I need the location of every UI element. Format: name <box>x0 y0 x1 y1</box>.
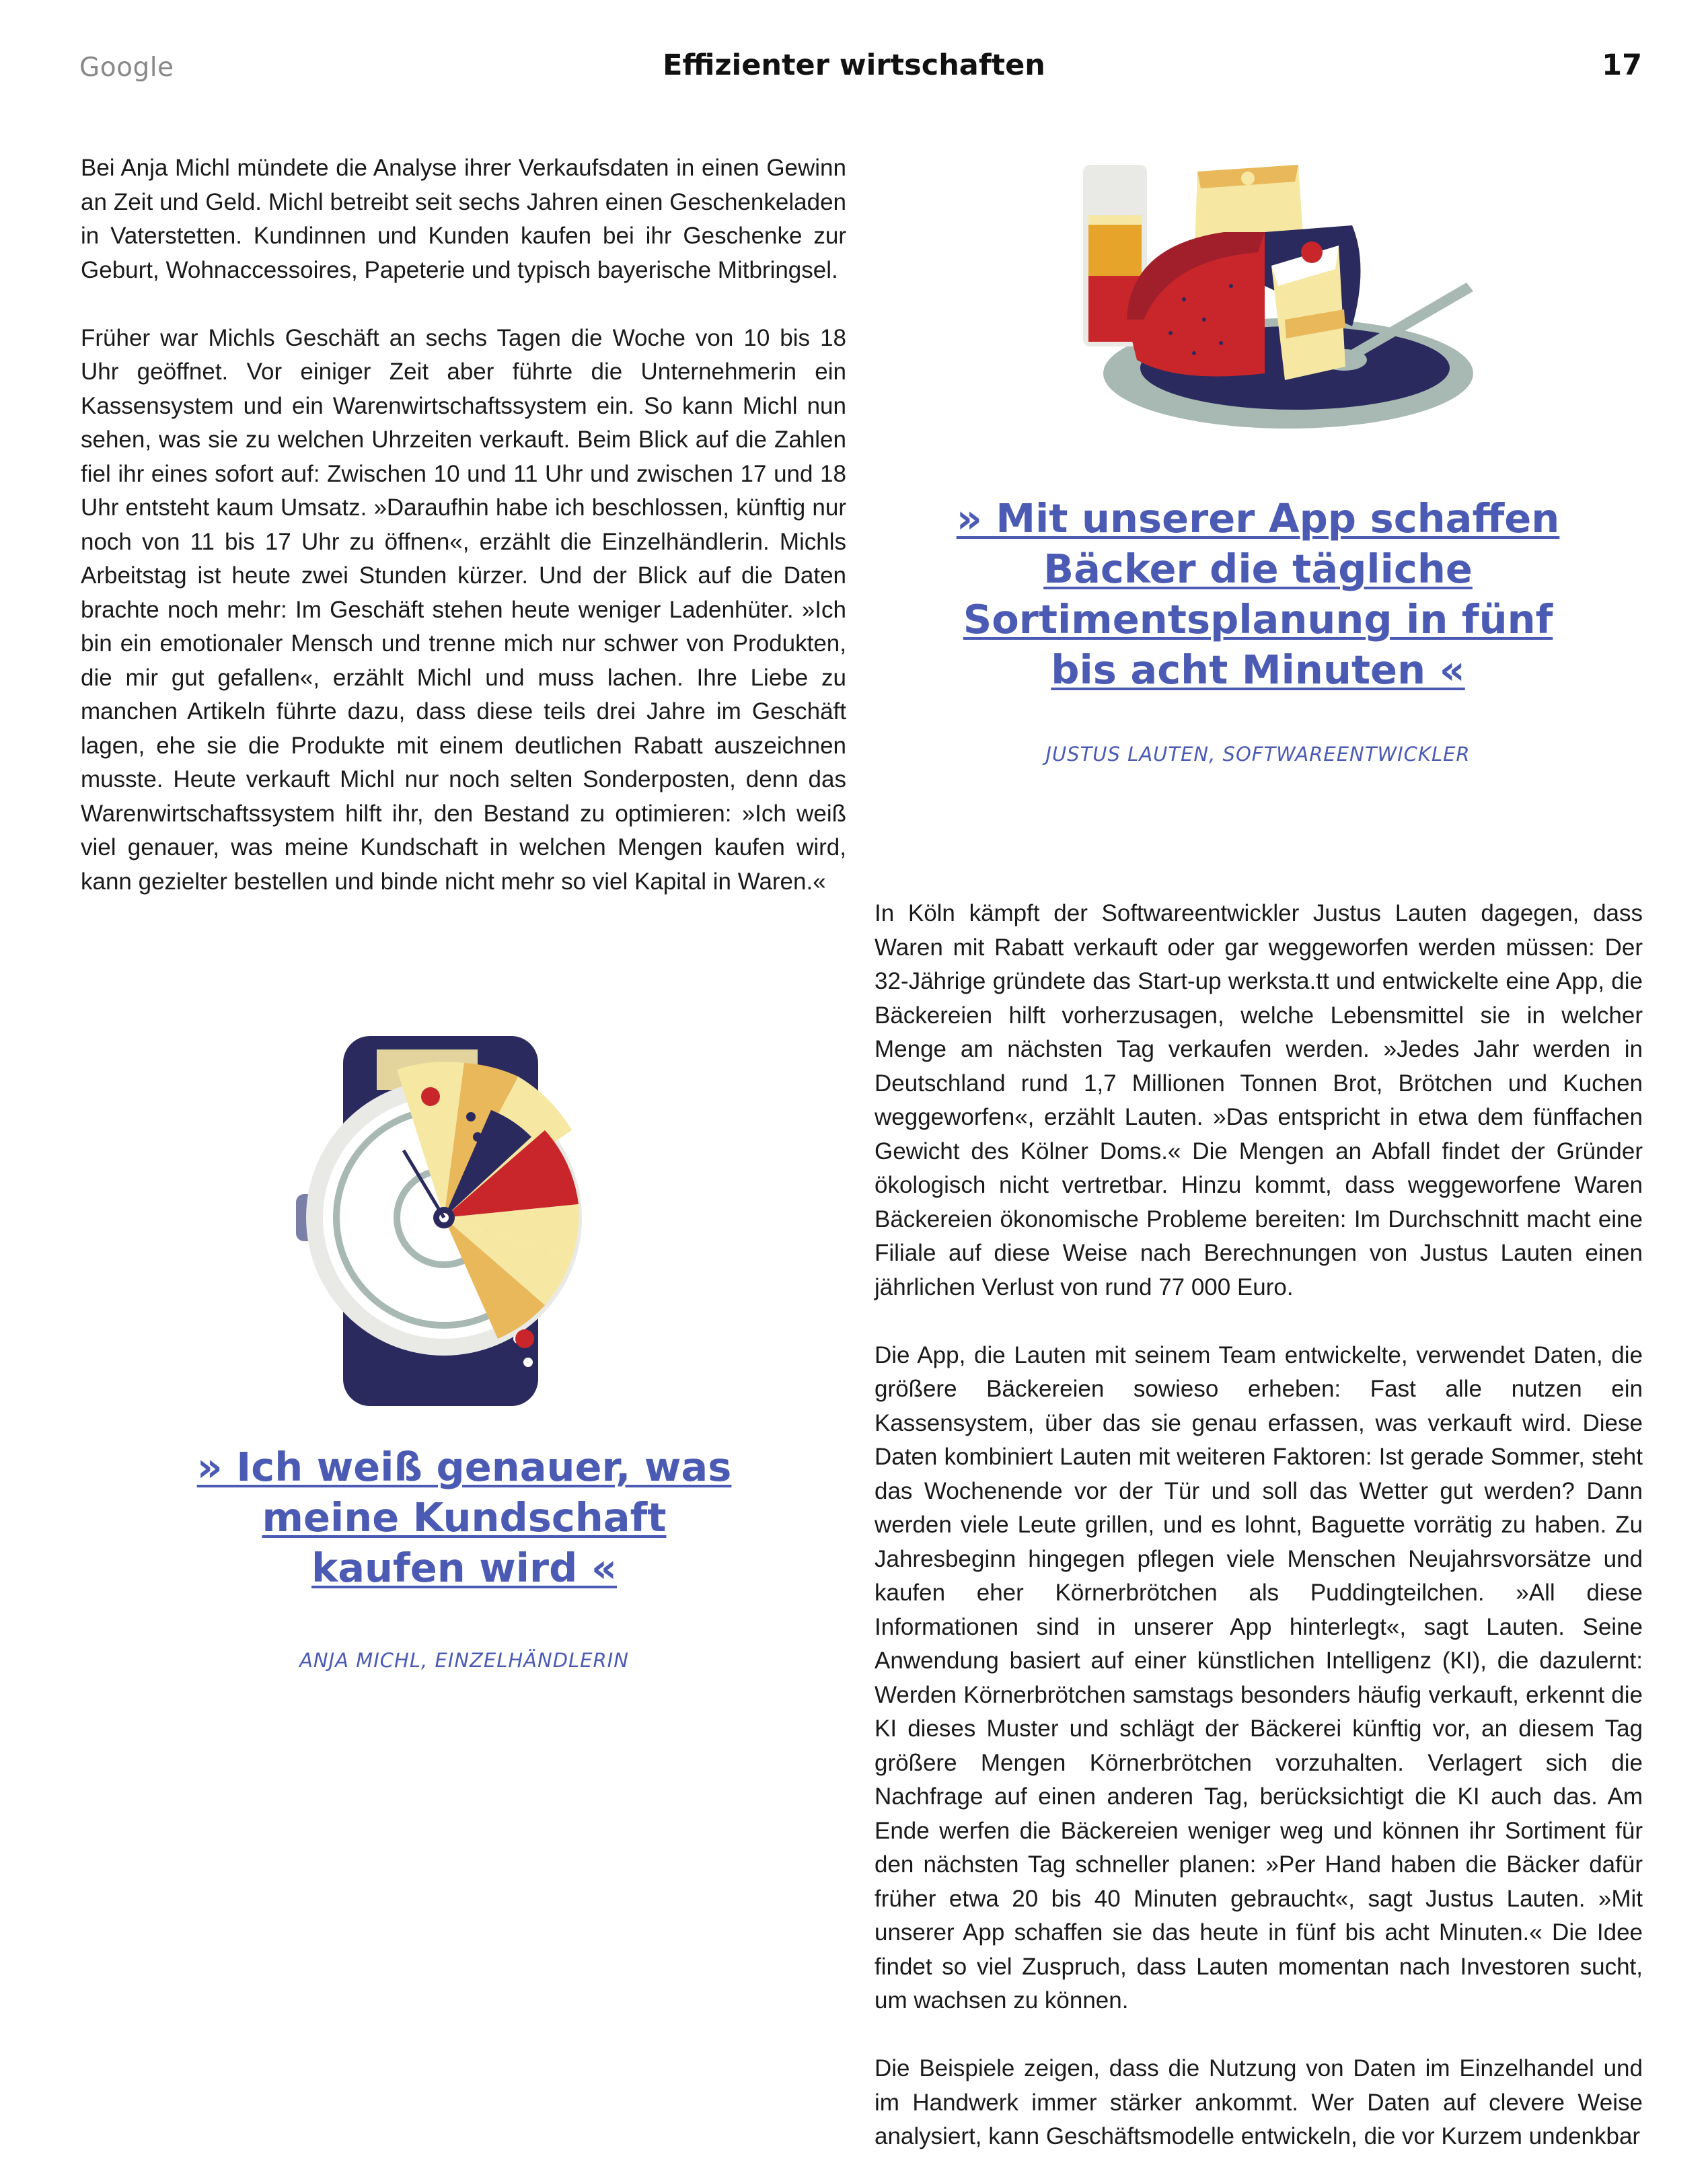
paragraph: Die App, die Lauten mit seinem Team entwickelte, verwendet Daten, die größere Bäckereien sowieso erheben: Fast alle nutzen ein Kassensystem, über das sie genau erfassen, was verkauft wird. Diese Daten kombiniert Lauten mit weiteren Faktoren: Ist gerade Sommer, steht das Wochenende vor der Tür und soll das Wetter gut werden? Dann werden viele Leute grillen, und es lohnt, Baguette vorrätig zu haben. Zu Jahresbeginn hingegen pflegen viele Menschen Neujahrsvorsätze und kaufen eher Körnerbrötchen als Puddingteilchen. »All diese Informationen sind in unserer App hinterlegt«, sagt Lauten. Seine Anwendung basiert auf einer künstlichen Intelligenz (KI), die dazulernt: Werden Körnerbrötchen samstags besonders häufig verkauft, erkennt die KI dieses Muster und schlägt der Bäckerei künftig vor, an diesem Tag größere Mengen Körnerbrötchen vorzuhalten. Verlagert sich die Nachfrage auf einen anderen Tag, berücksichtigt die KI auch das. Am Ende werfen die Bäckereien weniger weg und können ihr Sortiment für den nächsten Tag schneller planen: »Per Hand haben die Bäcker dafür früher etwa 20 bis 40 Minuten gebraucht«, sagt Justus Lauten. »Mit unserer App schaffen sie das heute in fünf bis acht Minuten.« Die Idee findet so viel Zuspruch, dass Lauten momentan nach Investoren sucht, um wachsen zu können. <box>875 1341 1643 2014</box>
pull-quote-left: » Ich weiß genauer, was meine Kundschaft kaufen wird « <box>196 1444 732 1591</box>
google-logo: Google <box>79 52 174 83</box>
pull-quote-right: » Mit unserer App schaffen Bäcker die tägliche Sortimentsplanung in fünf bis acht Minuten « <box>956 495 1560 693</box>
left-column-text <box>81 151 846 899</box>
paragraph: Bei Anja Michl mündete die Analyse ihrer Verkaufsdaten in einen Gewinn an Zeit und Geld. Michl betreibt seit sechs Jahren einen Geschenkeladen in Vaterstetten. Kundinnen und Kunden kaufen bei ihr Geschenke zur Geburt, Wohnaccessoires, Papeterie und typisch bayerische Mitbringsel. <box>81 155 846 283</box>
bakery-cake-illustration <box>1063 151 1480 441</box>
quote-attribution-right: JUSTUS LAUTEN, SOFTWAREENTWICKLER <box>1045 743 1471 766</box>
quote-attribution-left: ANJA MICHL, EINZELHÄNDLERIN <box>299 1649 629 1672</box>
page-number: 17 <box>1602 48 1642 82</box>
page-title: Effizienter wirtschaften <box>663 48 1045 82</box>
right-column-text <box>875 897 1643 2154</box>
paragraph: In Köln kämpft der Softwareentwickler Justus Lauten dagegen, dass Waren mit Rabatt verkauft oder gar weggeworfen werden müssen: Der 32-Jährige gründete das Start-up werksta.tt und entwickelte eine App, die Bäckereien hilft vorherzusagen, welche Lebensmittel sie in welcher Menge am nächsten Tag verkaufen werden. »Jedes Jahr werden in Deutschland rund 1,7 Millionen Tonnen Brot, Brötchen und Kuchen weggeworfen«, erzählt Lauten. »Das entspricht in etwa dem fünffachen Gewicht des Kölner Doms.« Die Mengen an Abfall findet der Gründer ökologisch nicht vertretbar. Hinzu kommt, dass weggeworfene Waren Bäckereien ökonomische Probleme bereiten: Im Durchschnitt macht eine Filiale auf diese Weise nach Berechnungen von Justus Lauten einen jährlichen Verlust von rund 77 000 Euro. <box>875 900 1643 1300</box>
paragraph: Früher war Michls Geschäft an sechs Tagen die Woche von 10 bis 18 Uhr geöffnet. Vor einiger Zeit aber führte die Unternehmerin ein Kassensystem und ein Warenwirtschaftssystem ein. So kann Michl nun sehen, was sie zu welchen Uhrzeiten verkauft. Beim Blick auf die Zahlen fiel ihr eines sofort auf: Zwischen 10 und 11 Uhr und zwischen 17 und 18 Uhr entsteht kaum Umsatz. »Daraufhin habe ich beschlossen, künftig nur noch von 11 bis 17 Uhr zu öffnen«, erzählt die Einzelhändlerin. Michls Arbeitstag ist heute zwei Stunden kürzer. Und der Blick auf die Daten brachte noch mehr: Im Geschäft stehen heute weniger Ladenhüter. »Ich bin ein emotionaler Mensch und trenne mich nur schwer von Produkten, die mir gut gefallen«, erzählt Michl und muss lachen. Ihre Liebe zu manchen Artikeln führte dazu, dass diese teils drei Jahre im Geschäft lagen, ehe sie die Produkte mit einem deutlichen Rabatt auszeichnen musste. Heute verkauft Michl nur noch selten Sonderposten, denn das Warenwirtschaftssystem hilft ihr, den Bestand zu optimieren: »Ich weiß viel genauer, was meine Kundschaft in welchen Mengen kaufen wird, kann gezielter bestellen und binde nicht mehr so viel Kapital in Waren.« <box>81 324 846 895</box>
paragraph: Die Beispiele zeigen, dass die Nutzung von Daten im Einzelhandel und im Handwerk immer stärker ankommt. Wer Daten auf clevere Weise analysiert, kann Geschäftsmodelle entwickeln, die vor Kurzem undenkbar <box>875 2055 1643 2149</box>
watch-pie-chart-illustration <box>296 1036 646 1406</box>
